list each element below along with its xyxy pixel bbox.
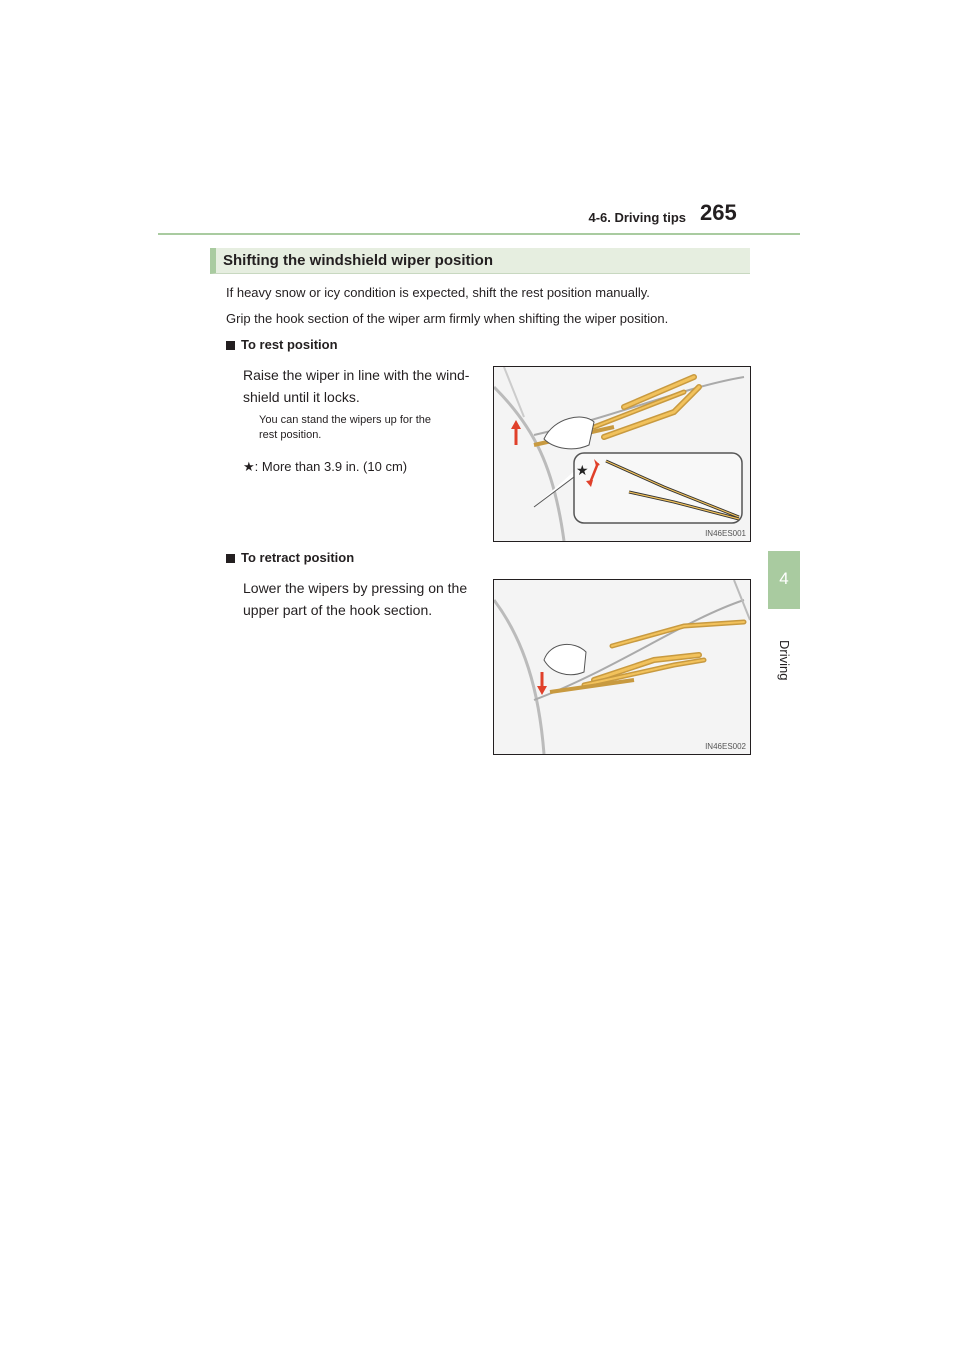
rest-position-heading-text: To rest position [241,337,338,352]
star-definition-text: : More than 3.9 in. (10 cm) [254,459,408,474]
star-icon: ★ [243,459,255,474]
retract-instruction-line-2: upper part of the hook section. [243,602,433,618]
rest-instruction-line-2: shield until it locks. [243,389,360,405]
intro-paragraph-1: If heavy snow or icy condition is expected, shift the rest position manually. [226,285,650,300]
intro-paragraph-2: Grip the hook section of the wiper arm firmly when shifting the wiper position. [226,311,669,326]
rest-instruction [243,364,469,408]
retract-position-heading [226,550,354,565]
retract-instruction [243,577,467,621]
square-bullet-icon [226,554,235,563]
page-number: 265 [700,200,737,225]
header-section-title: 4-6. Driving tips [588,210,686,225]
retract-position-figure [493,579,751,755]
rest-position-heading [226,337,338,352]
chapter-title: Driving [777,640,792,681]
section-title: Shifting the windshield wiper position [223,252,493,269]
rest-note-line-2: rest position. [259,429,322,441]
rest-instruction-line-1: Raise the wiper in line with the wind- [243,367,470,383]
rest-note [259,413,481,443]
svg-text:★: ★ [576,463,589,479]
rest-position-figure [493,366,751,542]
rest-figure-id: IN46ES001 [705,529,746,538]
retract-instruction-line-1: Lower the wipers by pressing on the [243,580,468,596]
header-divider [158,233,800,235]
star-definition [243,458,407,476]
chapter-label [766,640,802,680]
rest-note-line-1: You can stand the wipers up for the [259,414,432,426]
square-bullet-icon [226,341,235,350]
retract-position-heading-text: To retract position [241,550,355,565]
retract-figure-id: IN46ES002 [705,742,746,751]
chapter-tab[interactable]: 4 [768,551,800,609]
